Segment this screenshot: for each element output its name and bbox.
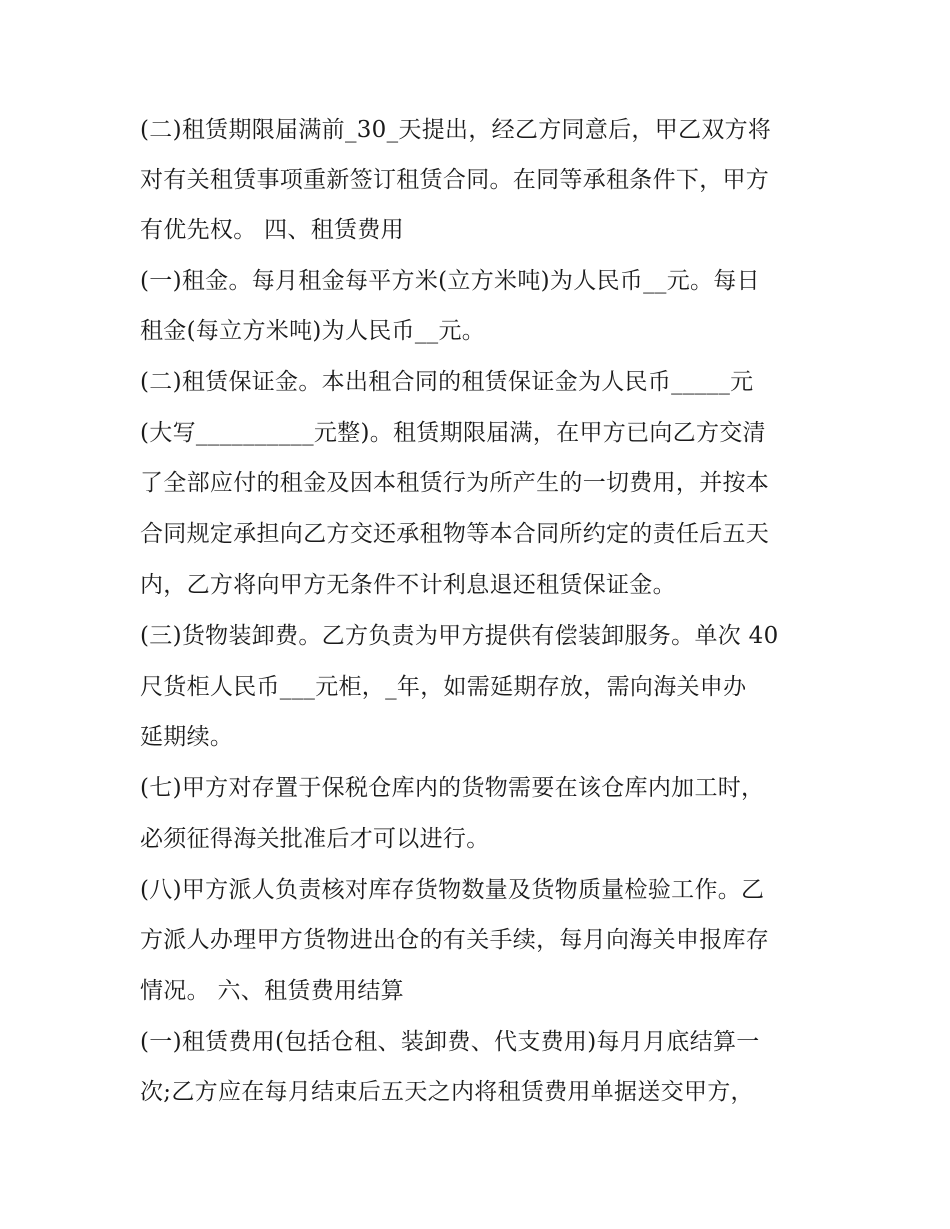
text-line: 对有关租赁事项重新签订租赁合同。在同等承租条件下，甲方 [140, 167, 770, 193]
text-line: 尺货柜人民币___元柜，_年，如需延期存放，需向海关申办 [140, 674, 747, 700]
text-line: 了全部应付的租金及因本租赁行为所产生的一切费用，并按本 [140, 470, 770, 496]
text-line: (二)租赁保证金。本出租合同的租赁保证金为人民币_____元 [140, 369, 754, 395]
text-line: 次;乙方应在每月结束后五天之内将租赁费用单据送交甲方， [140, 1079, 754, 1105]
text-line: (七)甲方对存置于保税仓库内的货物需要在该仓库内加工时， [140, 775, 765, 801]
text-line: 内，乙方将向甲方无条件不计利息退还租赁保证金。 [140, 572, 676, 598]
text-line: (三)货物装卸费。乙方负责为甲方提供有偿装卸服务。单次 40 [140, 623, 779, 649]
text-line: 合同规定承担向乙方交还承租物等本合同所约定的责任后五天 [140, 521, 770, 547]
text-line: 租金(每立方米吨)为人民币__元。 [140, 318, 486, 344]
text-line: 情况。 六、租赁费用结算 [140, 978, 404, 1004]
text-line: (八)甲方派人负责核对库存货物数量及货物质量检验工作。乙 [140, 877, 765, 903]
text-line: (一)租金。每月租金每平方米(立方米吨)为人民币__元。每日 [140, 268, 760, 294]
text-line: 必须征得海关批准后才可以进行。 [140, 826, 490, 852]
text-line: (大写__________元整)。租赁期限届满，在甲方已向乙方交清 [140, 420, 766, 446]
text-line: (一)租赁费用(包括仓租、装卸费、代支费用)每月月底结算一 [140, 1029, 760, 1055]
text-line: 延期续。 [140, 724, 234, 750]
text-line: (二)租赁期限届满前_30_天提出，经乙方同意后，甲乙双方将 [140, 117, 772, 143]
text-line: 方派人办理甲方货物进出仓的有关手续，每月向海关申报库存 [140, 927, 770, 953]
text-line: 有优先权。 四、租赁费用 [140, 217, 404, 243]
